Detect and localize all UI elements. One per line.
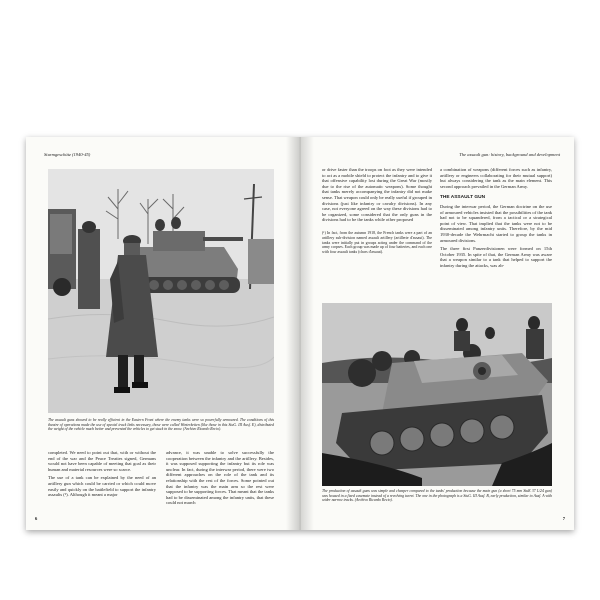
right-page-number: 7 xyxy=(562,516,565,521)
left-col1-paragraph-1: completed. We need to point out that, with or without the end of the war and the Peace Treaties signed, Germans would not have been capable of meeting that goal as their human and material resources were so scarce. xyxy=(48,450,156,472)
winter-assault-gun-photo xyxy=(48,169,274,413)
right-col1-paragraph-1: or drive faster than the troops on foot as they were intended to act as a mobile shield to protect the infantry and to give it that offensive capability lost during the Great War (mostly due to the rise of the automatic weapons). Some thought that tanks merely accompanying the infantry did not make sense. That weapon could only be really useful if grouped in divisions (just like infantry or cavalry divisions). In any case, not everyone agreed on the way these divisions had to be organized, some considered that the only guns in the divisions had to be the tanks while other proposed xyxy=(322,167,432,223)
left-text-column-1 xyxy=(48,450,156,501)
right-text-column-1 xyxy=(322,167,432,255)
left-photo-caption: The assault guns showed to be really efficient in the Eastern Front where the enemy tanks were so powerfully armoured. The conditions of this theatre of operations made the use of special track links necessary, those were called Winterketten (like those in this StuG. III Ausf. E), distributed the weight of the vehicle much better and prevented the vehicles to get stuck in the snow. (Archivo Ricardo Recio). xyxy=(48,418,274,432)
left-col2-paragraph-1: advance, it was unable to solve successfully the cooperation between the infantry and the artillery. Besides, it was supposed supporting the infantry but its role was unclear. In fact, during the interwar period, there were two different approaches on the role of the tank and its relationship with the rest of the forces. Some pointed out that the infantry was the main arm so the rest were supposed to be supporting forces. That meant that the tanks had to be disseminated among the infantry units, that these could not march xyxy=(166,450,275,506)
right-photo-caption: The production of assault guns was simple and cheaper compared to the tanks' production because the main gun (a short 75 mm StuK 37 L/24 gun) was housed in a fixed casemate instead of a revolving turret. The one in the photograph is a StuG. III Ausf. B, early production, similar to Ausf. A with wider narrow tracks. (Archivo Ricardo Recio). xyxy=(322,489,552,503)
left-col1-paragraph-2: The use of a tank can be explained by the need of an artillery gun which could be carried or which could move easily and quickly on the battlefield to support the infantry assaults (¹). Although it meant a major xyxy=(48,475,156,498)
stug-ausf-b-photo xyxy=(322,303,552,486)
footnote: (¹) In fact, from the autumn 1918, the French tanks were a part of an artillery sub-division named assault artillery (artillerie d'assaut). The tanks were initially put in groups acting under the command of the army corpses. Each group was made up of four batteries, and each one with four assault tanks (chars d'assaut). xyxy=(322,230,432,255)
right-text-column-2 xyxy=(440,167,552,272)
right-col2-paragraph-1: During the interwar period, the German doctrine on the use of armoured vehicles insisted that the possibilities of the tank had not to be squandered, from a tactical or a strategical point of view. That implied that the tanks were not to be disseminated among infantry units. Therefore, by the mid 1930-decade the Wehrmacht started to group the tanks in armoured divisions. xyxy=(440,203,552,243)
left-page-number: 6 xyxy=(35,516,38,521)
left-page xyxy=(26,137,300,530)
right-col2-intro: a combination of weapons (different forces such as infantry, artillery or engineers collaborating for their mutual support) but always considering the tank as the main element. This second approach prevailed in the German Army. xyxy=(440,167,552,189)
left-text-column-2 xyxy=(166,450,274,509)
right-col2-paragraph-2: The three first Panzerdivisionen were formed on 15th October 1935. In spite of that, the German Army was aware that a weapon similar to a tank that helped to support the infantry during the attacks, was ab- xyxy=(440,246,552,268)
right-running-head: The assault gun: history, background and development xyxy=(459,152,560,157)
right-page xyxy=(300,137,574,530)
open-book xyxy=(26,137,574,530)
section-heading: THE ASSAULT GUN xyxy=(440,195,486,201)
left-running-head: Sturmgeschütz (1940-45) xyxy=(44,152,91,157)
